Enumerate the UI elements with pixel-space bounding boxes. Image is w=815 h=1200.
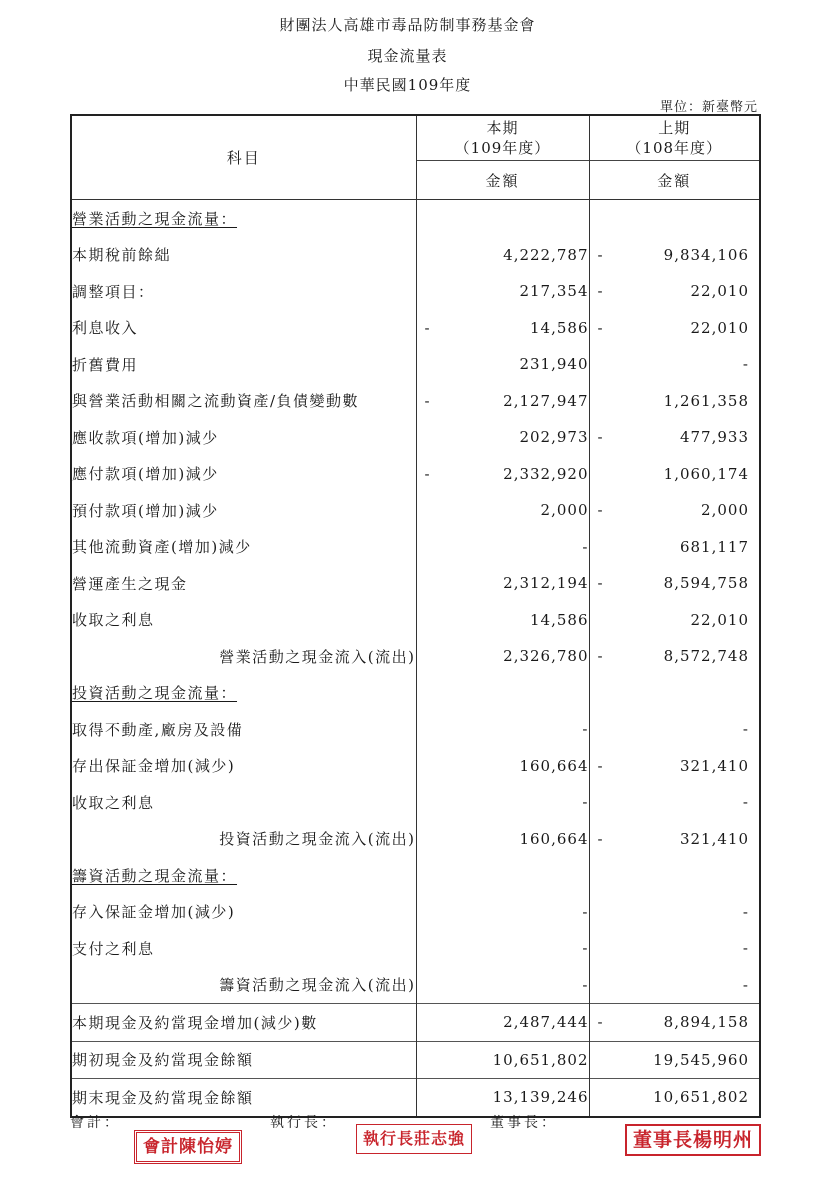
prior-amount-value: 1,261,358	[663, 391, 749, 410]
current-amount-cell	[416, 711, 589, 748]
prior-amount-cell	[589, 273, 760, 310]
table-row	[71, 857, 760, 894]
current-amount-cell	[416, 930, 589, 967]
current-amount-cell	[416, 1079, 589, 1117]
prior-amount-header: 金額	[589, 161, 760, 200]
prior-amount-cell	[589, 456, 760, 493]
negative-sign: -	[597, 245, 604, 264]
organization-name: 財團法人高雄市毒品防制事務基金會	[279, 16, 536, 34]
statement-period: 中華民國109年度	[343, 76, 472, 94]
prior-amount-value: -	[742, 939, 749, 958]
row-label: 本期現金及約當現金增加(減少)數	[71, 1004, 416, 1042]
prior-amount-value: 9,834,106	[663, 245, 749, 264]
prior-amount-cell	[589, 200, 760, 237]
negative-sign: -	[597, 756, 604, 775]
prior-amount-value: 22,010	[690, 610, 749, 629]
current-amount-value: -	[582, 902, 589, 921]
prior-amount-cell	[589, 967, 760, 1004]
current-period-year: （109年度）	[454, 139, 551, 157]
current-amount-value: 217,354	[519, 282, 589, 301]
prior-amount-cell	[589, 346, 760, 383]
prior-amount-value: 321,410	[679, 756, 749, 775]
prior-amount-value: -	[742, 355, 749, 374]
row-label: 營業活動之現金流量：	[71, 200, 416, 237]
table-row	[71, 711, 760, 748]
table-row	[71, 1041, 760, 1079]
table-row	[71, 1004, 760, 1042]
current-amount-cell	[416, 529, 589, 566]
current-amount-value: 202,973	[519, 428, 589, 447]
chairman-seal: 董事長楊明州	[625, 1124, 761, 1156]
accountant-seal: 會計陳怡婷	[134, 1130, 242, 1164]
current-amount-cell	[416, 237, 589, 274]
table-row	[71, 529, 760, 566]
table-row	[71, 310, 760, 347]
row-label: 存出保証金增加(減少)	[71, 748, 416, 785]
current-amount-cell	[416, 857, 589, 894]
current-amount-cell	[416, 1004, 589, 1042]
prior-amount-cell	[589, 565, 760, 602]
prior-amount-cell	[589, 1004, 760, 1042]
prior-amount-cell	[589, 821, 760, 858]
negative-sign: -	[597, 1013, 604, 1032]
prior-amount-cell	[589, 930, 760, 967]
current-amount-value: -	[582, 537, 589, 556]
current-amount-value: 10,651,802	[492, 1050, 589, 1069]
table-row	[71, 602, 760, 639]
current-amount-cell	[416, 383, 589, 420]
prior-amount-cell	[589, 310, 760, 347]
table-row	[71, 200, 760, 237]
ceo-signature-label: 執行長：	[270, 1115, 338, 1131]
prior-amount-value: 321,410	[679, 829, 749, 848]
current-amount-value: 160,664	[519, 829, 589, 848]
negative-sign: -	[597, 428, 604, 447]
table-row	[71, 273, 760, 310]
row-label: 營運產生之現金	[71, 565, 416, 602]
prior-amount-cell	[589, 602, 760, 639]
currency-unit: 單位：新臺幣元	[659, 100, 758, 115]
current-amount-value: 2,332,920	[503, 464, 589, 483]
row-label: 預付款項(增加)減少	[71, 492, 416, 529]
cash-flow-table	[70, 114, 761, 1118]
current-period-label: 本期	[486, 119, 519, 137]
current-amount-value: 14,586	[530, 610, 589, 629]
row-label: 存入保証金增加(減少)	[71, 894, 416, 931]
negative-sign: -	[424, 318, 431, 337]
table-row	[71, 675, 760, 712]
prior-amount-cell	[589, 675, 760, 712]
row-label: 折舊費用	[71, 346, 416, 383]
prior-amount-cell	[589, 748, 760, 785]
prior-amount-value: 10,651,802	[653, 1088, 749, 1107]
statement-title: 現金流量表	[367, 47, 448, 65]
current-amount-cell	[416, 602, 589, 639]
prior-amount-value: 1,060,174	[663, 464, 749, 483]
prior-amount-cell	[589, 1041, 760, 1079]
current-amount-cell	[416, 821, 589, 858]
current-amount-cell	[416, 200, 589, 237]
table-row	[71, 967, 760, 1004]
current-amount-cell	[416, 675, 589, 712]
current-amount-value: 2,000	[540, 501, 589, 520]
row-label: 投資活動之現金流量：	[71, 675, 416, 712]
prior-amount-value: 19,545,960	[653, 1050, 749, 1069]
current-amount-header: 金額	[416, 161, 589, 200]
prior-amount-cell	[589, 383, 760, 420]
negative-sign: -	[597, 829, 604, 848]
current-amount-value: -	[582, 939, 589, 958]
current-amount-cell	[416, 565, 589, 602]
row-label: 利息收入	[71, 310, 416, 347]
prior-period-year: （108年度）	[626, 139, 723, 157]
row-label: 取得不動產,廠房及設備	[71, 711, 416, 748]
chairman-signature-label: 董事長：	[490, 1115, 558, 1131]
table-row	[71, 894, 760, 931]
prior-amount-value: 22,010	[690, 282, 749, 301]
current-amount-cell	[416, 273, 589, 310]
prior-amount-value: 477,933	[679, 428, 749, 447]
negative-sign: -	[597, 318, 604, 337]
current-amount-cell	[416, 310, 589, 347]
prior-amount-value: 22,010	[690, 318, 749, 337]
row-label: 投資活動之現金流入(流出)	[71, 821, 416, 858]
negative-sign: -	[424, 391, 431, 410]
current-amount-value: -	[582, 720, 589, 739]
ceo-seal: 執行長莊志強	[356, 1124, 472, 1154]
current-amount-cell	[416, 784, 589, 821]
table-row	[71, 565, 760, 602]
negative-sign: -	[597, 282, 604, 301]
table-row	[71, 419, 760, 456]
current-amount-cell	[416, 419, 589, 456]
row-label: 期初現金及約當現金餘額	[71, 1041, 416, 1079]
table-row	[71, 638, 760, 675]
current-amount-cell	[416, 638, 589, 675]
prior-amount-cell	[589, 711, 760, 748]
current-amount-value: 2,326,780	[503, 647, 589, 666]
negative-sign: -	[597, 574, 604, 593]
prior-amount-value: 681,117	[679, 537, 749, 556]
row-label: 收取之利息	[71, 602, 416, 639]
negative-sign: -	[424, 464, 431, 483]
prior-amount-value: 2,000	[701, 501, 749, 520]
prior-period-label: 上期	[658, 119, 691, 137]
current-period-header	[416, 115, 589, 161]
prior-amount-cell	[589, 419, 760, 456]
row-label: 本期稅前餘絀	[71, 237, 416, 274]
table-row	[71, 492, 760, 529]
current-amount-value: 2,312,194	[503, 574, 589, 593]
table-row	[71, 930, 760, 967]
current-amount-value: 2,487,444	[503, 1013, 589, 1032]
prior-amount-cell	[589, 784, 760, 821]
row-label: 收取之利息	[71, 784, 416, 821]
prior-amount-value: 8,572,748	[663, 647, 749, 666]
prior-amount-value: -	[742, 902, 749, 921]
current-amount-value: 14,586	[530, 318, 589, 337]
row-label: 營業活動之現金流入(流出)	[71, 638, 416, 675]
prior-amount-cell	[589, 894, 760, 931]
prior-amount-cell	[589, 529, 760, 566]
current-amount-cell	[416, 748, 589, 785]
current-amount-value: 231,940	[519, 355, 589, 374]
table-row	[71, 748, 760, 785]
current-amount-value: 4,222,787	[503, 245, 589, 264]
row-label: 其他流動資產(增加)減少	[71, 529, 416, 566]
prior-amount-value: -	[742, 720, 749, 739]
table-row	[71, 821, 760, 858]
row-label: 與營業活動相關之流動資產/負債變動數	[71, 383, 416, 420]
prior-period-header	[589, 115, 760, 161]
table-row	[71, 784, 760, 821]
prior-amount-value: 8,594,758	[663, 574, 749, 593]
table-row	[71, 1079, 760, 1117]
current-amount-value: 160,664	[519, 756, 589, 775]
table-row	[71, 456, 760, 493]
row-label: 應收款項(增加)減少	[71, 419, 416, 456]
row-label: 調整項目：	[71, 273, 416, 310]
negative-sign: -	[597, 501, 604, 520]
current-amount-cell	[416, 492, 589, 529]
prior-amount-value: 8,894,158	[663, 1013, 749, 1032]
prior-amount-cell	[589, 638, 760, 675]
current-amount-cell	[416, 894, 589, 931]
current-amount-cell	[416, 967, 589, 1004]
row-label: 應付款項(增加)減少	[71, 456, 416, 493]
current-amount-cell	[416, 456, 589, 493]
row-label: 籌資活動之現金流入(流出)	[71, 967, 416, 1004]
current-amount-value: 2,127,947	[503, 391, 589, 410]
prior-amount-cell	[589, 492, 760, 529]
current-amount-value: 13,139,246	[492, 1088, 589, 1107]
prior-amount-cell	[589, 1079, 760, 1117]
table-row	[71, 237, 760, 274]
table-row	[71, 383, 760, 420]
row-label: 期末現金及約當現金餘額	[71, 1079, 416, 1117]
prior-amount-value: -	[742, 975, 749, 994]
prior-amount-value: -	[742, 793, 749, 812]
prior-amount-cell	[589, 857, 760, 894]
subject-header: 科目	[71, 115, 416, 200]
prior-amount-cell	[589, 237, 760, 274]
current-amount-cell	[416, 1041, 589, 1079]
table-row	[71, 346, 760, 383]
row-label: 支付之利息	[71, 930, 416, 967]
current-amount-value: -	[582, 793, 589, 812]
accountant-signature-label: 會計：	[70, 1115, 121, 1131]
current-amount-value: -	[582, 975, 589, 994]
row-label: 籌資活動之現金流量：	[71, 857, 416, 894]
current-amount-cell	[416, 346, 589, 383]
negative-sign: -	[597, 647, 604, 666]
